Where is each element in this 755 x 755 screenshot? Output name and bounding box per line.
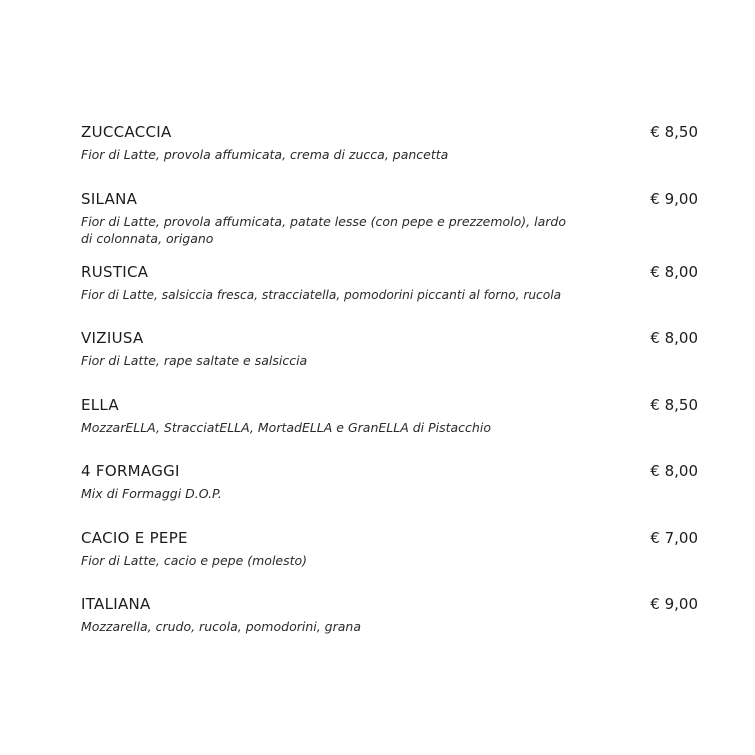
menu-item-name: RUSTICA [81, 263, 149, 281]
menu-item-description: Fior di Latte, salsiccia fresca, stracciatella, pomodorini piccanti al forno, rucola [81, 288, 562, 302]
menu-item [81, 122, 698, 162]
menu-item [81, 528, 698, 568]
menu-item-description: Mozzarella, crudo, rucola, pomodorini, grana [81, 619, 361, 634]
menu-item-price: € 9,00 [650, 190, 698, 208]
menu-item-price: € 9,00 [650, 595, 698, 613]
menu-item-description: Fior di Latte, provola affumicata, patate lesse (con pepe e prezzemolo), lardo di colonnata, origano [81, 214, 566, 246]
menu-item-price: € 8,00 [650, 329, 698, 347]
menu-item [81, 395, 698, 435]
menu-item-name: ZUCCACCIA [81, 123, 172, 141]
menu-item-name: 4 FORMAGGI [81, 462, 180, 480]
menu-item-description: Fior di Latte, rape saltate e salsiccia [81, 353, 308, 368]
menu-item [81, 594, 698, 634]
menu-item-name: SILANA [81, 190, 138, 208]
menu-item [81, 262, 698, 302]
menu-item-name: ELLA [81, 396, 119, 414]
menu-item-price: € 8,00 [650, 462, 698, 480]
menu-item-description: Fior di Latte, cacio e pepe (molesto) [81, 553, 308, 568]
menu-item-price: € 8,00 [650, 263, 698, 281]
menu-item [81, 461, 698, 501]
menu-item-description: MozzarELLA, StracciatELLA, MortadELLA e GranELLA di Pistacchio [81, 420, 491, 435]
menu-item-price: € 8,50 [650, 123, 698, 141]
menu-item [81, 189, 698, 246]
menu-item-name: ITALIANA [81, 595, 151, 613]
menu-item-name: CACIO E PEPE [81, 529, 188, 547]
menu-item-name: VIZIUSA [81, 329, 144, 347]
menu-item-description: Fior di Latte, provola affumicata, crema di zucca, pancetta [81, 147, 449, 162]
menu-item [81, 328, 698, 368]
menu-item-price: € 7,00 [650, 529, 698, 547]
menu-item-description: Mix di Formaggi D.O.P. [81, 486, 222, 501]
menu-item-price: € 8,50 [650, 396, 698, 414]
